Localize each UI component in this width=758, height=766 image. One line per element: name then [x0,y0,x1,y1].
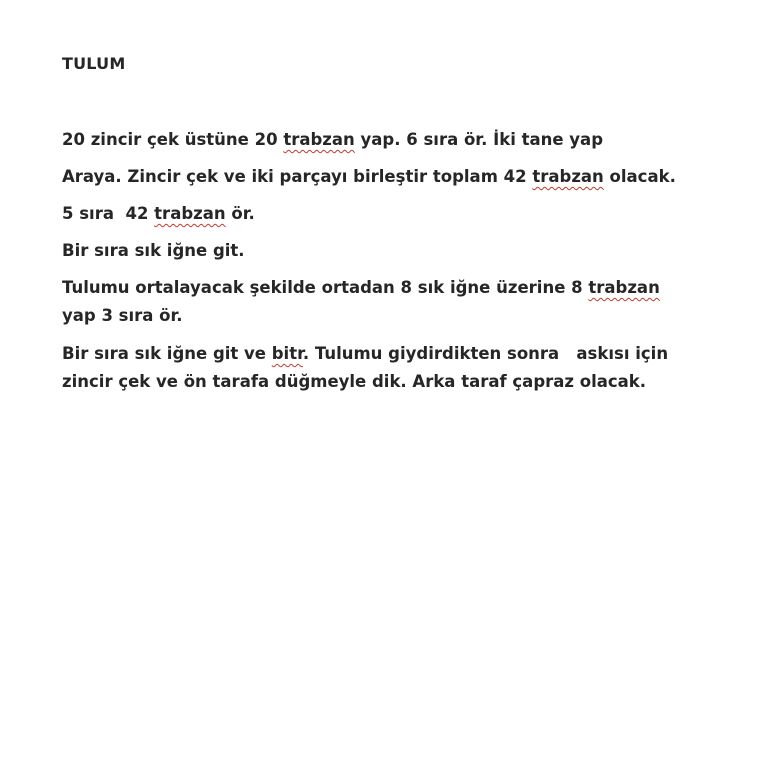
document-body [62,126,722,406]
text-run: 5 sıra 42 [62,204,155,223]
text-run: ör. [225,204,255,223]
text-run: olacak. [603,167,676,186]
text-run: yap 3 sıra ör. [62,306,183,325]
misspelled-word: trabzan [154,204,226,223]
paragraph-1 [62,126,722,153]
paragraph-2 [62,163,722,190]
text-run: yap. 6 sıra ör. İki tane yap [354,130,604,149]
text-run: Araya. Zincir çek ve iki parçayı birleştir toplam 42 [62,167,533,186]
paragraph-6 [62,340,722,396]
misspelled-word: bitr [271,344,303,363]
text-run: Bir sıra sık iğne git. [62,241,245,260]
paragraph-4 [62,237,722,264]
text-run: Tulumu ortalayacak şekilde ortadan 8 sık iğne üzerine 8 [62,278,589,297]
paragraph-3 [62,200,722,227]
document-title: TULUM [62,54,126,73]
paragraph-5 [62,274,722,330]
misspelled-word: trabzan [588,278,660,297]
text-run: 20 zincir çek üstüne 20 [62,130,284,149]
text-run: Bir sıra sık iğne git ve [62,344,272,363]
misspelled-word: trabzan [283,130,355,149]
text-run: . Tulumu giydirdikten sonra askısı için zincir çek ve ön tarafa düğmeyle dik. Arka taraf çapraz olacak. [62,344,669,391]
misspelled-word: trabzan [532,167,604,186]
